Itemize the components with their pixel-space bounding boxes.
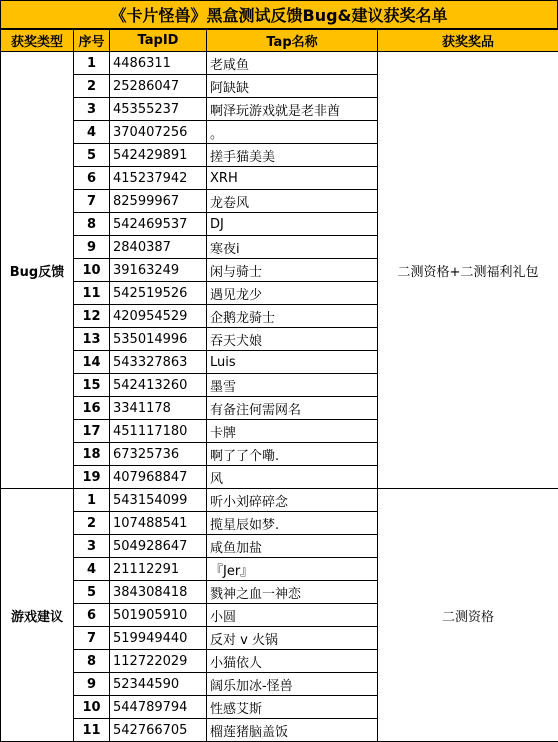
index-cell: 5 [74, 581, 110, 604]
tapid-cell: 544789794 [110, 696, 207, 719]
tap-name-cell: 反对 v 火锅 [207, 627, 378, 650]
index-cell: 17 [74, 420, 110, 443]
tapid-cell: 4486311 [110, 52, 207, 75]
tap-name-cell: 闲与骑士 [207, 259, 378, 282]
tap-name-cell: 企鹅龙骑士 [207, 305, 378, 328]
tapid-cell: 542766705 [110, 719, 207, 742]
index-cell: 7 [74, 627, 110, 650]
index-cell: 6 [74, 604, 110, 627]
tapid-cell: 21112291 [110, 558, 207, 581]
tapid-cell: 504928647 [110, 535, 207, 558]
tapid-cell: 501905910 [110, 604, 207, 627]
index-cell: 16 [74, 397, 110, 420]
tap-name-cell: 小圆 [207, 604, 378, 627]
prize-cell: 二测资格 [378, 489, 558, 742]
tapid-cell: 542413260 [110, 374, 207, 397]
tapid-cell: 542429891 [110, 144, 207, 167]
tapid-cell: 542519526 [110, 282, 207, 305]
tapid-cell: 67325736 [110, 443, 207, 466]
index-cell: 13 [74, 328, 110, 351]
tapid-cell: 370407256 [110, 121, 207, 144]
table-row [1, 489, 558, 512]
index-cell: 10 [74, 696, 110, 719]
index-cell: 11 [74, 282, 110, 305]
tap-name-cell: 啊了了个嘞. [207, 443, 378, 466]
tapid-cell: 420954529 [110, 305, 207, 328]
tapid-cell: 107488541 [110, 512, 207, 535]
index-cell: 9 [74, 236, 110, 259]
tap-name-cell: 啊泽玩游戏就是老非酋 [207, 98, 378, 121]
tap-name-cell: 卡牌 [207, 420, 378, 443]
index-cell: 1 [74, 489, 110, 512]
award-table-body [1, 52, 558, 742]
header-tap-name: Tap名称 [207, 30, 378, 52]
tap-name-cell: 听小刘碎碎念 [207, 489, 378, 512]
tapid-cell: 39163249 [110, 259, 207, 282]
tapid-cell: 542469537 [110, 213, 207, 236]
header-award-type: 获奖类型 [1, 30, 74, 52]
tap-name-cell: 小猫依人 [207, 650, 378, 673]
tap-name-cell: 寒夜i [207, 236, 378, 259]
tapid-cell: 45355237 [110, 98, 207, 121]
index-cell: 19 [74, 466, 110, 489]
header-prize: 获奖奖品 [378, 30, 558, 52]
index-cell: 3 [74, 98, 110, 121]
tap-name-cell: DJ [207, 213, 378, 236]
index-cell: 15 [74, 374, 110, 397]
tap-name-cell: 戮神之血一神恋 [207, 581, 378, 604]
index-cell: 5 [74, 144, 110, 167]
tapid-cell: 451117180 [110, 420, 207, 443]
tapid-cell: 415237942 [110, 167, 207, 190]
tap-name-cell: 吞天犬娘 [207, 328, 378, 351]
index-cell: 9 [74, 673, 110, 696]
tap-name-cell: Luis [207, 351, 378, 374]
tap-name-cell: 墨雪 [207, 374, 378, 397]
header-row [1, 30, 558, 52]
tap-name-cell: 阔乐加冰-怪兽 [207, 673, 378, 696]
index-cell: 7 [74, 190, 110, 213]
tap-name-cell: 龙卷风 [207, 190, 378, 213]
tap-name-cell: 揽星辰如梦. [207, 512, 378, 535]
tapid-cell: 407968847 [110, 466, 207, 489]
tap-name-cell: 性感艾斯 [207, 696, 378, 719]
header-index: 序号 [74, 30, 110, 52]
tap-name-cell: 有备注何需网名 [207, 397, 378, 420]
index-cell: 8 [74, 213, 110, 236]
tapid-cell: 384308418 [110, 581, 207, 604]
tap-name-cell: 搓手猫美美 [207, 144, 378, 167]
tapid-cell: 543154099 [110, 489, 207, 512]
index-cell: 1 [74, 52, 110, 75]
tapid-cell: 112722029 [110, 650, 207, 673]
index-cell: 18 [74, 443, 110, 466]
index-cell: 10 [74, 259, 110, 282]
tap-name-cell: 咸鱼加盐 [207, 535, 378, 558]
index-cell: 3 [74, 535, 110, 558]
index-cell: 12 [74, 305, 110, 328]
prize-cell: 二测资格+二测福利礼包 [378, 52, 558, 489]
tap-name-cell: 『Jer』 [207, 558, 378, 581]
tap-name-cell: 风 [207, 466, 378, 489]
index-cell: 8 [74, 650, 110, 673]
tapid-cell: 543327863 [110, 351, 207, 374]
index-cell: 6 [74, 167, 110, 190]
tapid-cell: 52344590 [110, 673, 207, 696]
award-type-cell: Bug反馈 [1, 52, 74, 489]
index-cell: 11 [74, 719, 110, 742]
tap-name-cell: 老咸鱼 [207, 52, 378, 75]
tapid-cell: 3341178 [110, 397, 207, 420]
tapid-cell: 2840387 [110, 236, 207, 259]
tapid-cell: 82599967 [110, 190, 207, 213]
index-cell: 4 [74, 121, 110, 144]
tapid-cell: 519949440 [110, 627, 207, 650]
tap-name-cell: 。 [207, 121, 378, 144]
tapid-cell: 25286047 [110, 75, 207, 98]
index-cell: 4 [74, 558, 110, 581]
tap-name-cell: 遇见龙少 [207, 282, 378, 305]
award-table [0, 29, 558, 742]
tap-name-cell: XRH [207, 167, 378, 190]
header-tapid: TapID [110, 30, 207, 52]
index-cell: 14 [74, 351, 110, 374]
index-cell: 2 [74, 75, 110, 98]
table-row [1, 52, 558, 75]
tap-name-cell: 阿缺缺 [207, 75, 378, 98]
sheet-title: 《卡片怪兽》黑盒测试反馈Bug&建议获奖名单 [0, 0, 558, 29]
tapid-cell: 535014996 [110, 328, 207, 351]
award-type-cell: 游戏建议 [1, 489, 74, 742]
tap-name-cell: 榴莲猪脑盖饭 [207, 719, 378, 742]
index-cell: 2 [74, 512, 110, 535]
